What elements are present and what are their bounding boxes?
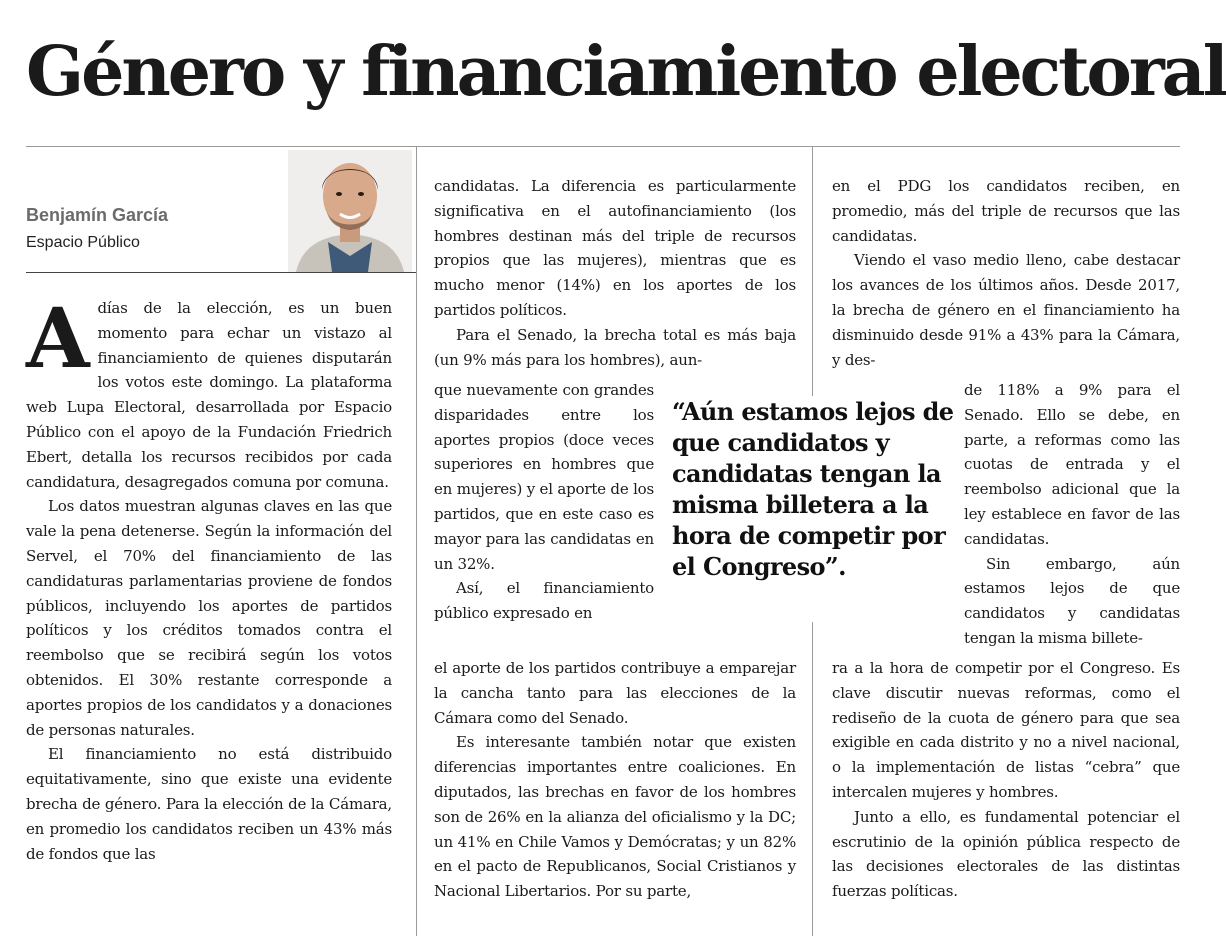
paragraph: El financiamiento no está distribuido equitativamente, sino que existe una evidente brecha de género. Para la elección de la Cámara, en promedio los candidatos reciben un 43% más de fondos que las <box>26 745 392 863</box>
paragraph: de 118% a 9% para el Senado. Ello se debe, en parte, a reformas como las cuotas de entrada y el reembolso adicional que la ley establece en favor de las candidatas. <box>964 381 1180 548</box>
column-3-top <box>832 174 1180 374</box>
paragraph: candidatas. La diferencia es particularmente significativa en el autofinanciamiento (los hombres destinan más del triple de recursos propios que las mujeres), mientras que es mucho menor (14%) en los aportes de los partidos políticos. <box>434 177 796 319</box>
paragraph: Para el Senado, la brecha total es más baja (un 9% más para los hombres), aun- <box>434 325 796 369</box>
paragraph: que nuevamente con grandes disparidades entre los aportes propios (doce veces superiores en hombres que en mujeres) y el aporte de los partidos, que en este caso es mayor para las candidatas en un 32%. <box>434 381 654 573</box>
paragraph: Sin embargo, aún estamos lejos de que candidatos y candidatas tengan la misma billete- <box>964 554 1180 647</box>
author-affiliation: Espacio Público <box>26 234 140 251</box>
paragraph: Junto a ello, es fundamental potenciar el escrutinio de la opinión pública respecto de las decisiones electorales de las distintas fuerzas políticas. <box>832 807 1180 901</box>
column-2-bottom <box>434 656 796 936</box>
column-2-top <box>434 174 796 374</box>
paragraph: Los datos muestran algunas claves en las que vale la pena detenerse. Según la información del Servel, el 70% del financiamiento de las candidaturas parlamentarias proviene de fondos públicos, incluyendo los aportes de partidos políticos y los créditos tomados contra el reembolso que se recibirá según los votos obtenidos. El 30% restante corresponde a aportes propios de los candidatos y a donaciones de personas naturales. <box>26 497 392 739</box>
headline: Género y financiamiento electoral <box>26 32 1226 112</box>
paragraph: Así, el financiamiento público expresado en <box>434 579 654 623</box>
byline <box>26 205 168 252</box>
column-1 <box>26 291 392 936</box>
pull-quote-text: “Aún estamos lejos de que candidatos y candidatas tengan la misma billetera a la hora de competir por el Congreso”. <box>672 397 954 581</box>
top-rule <box>26 146 1180 147</box>
byline-rule <box>26 272 416 273</box>
pull-quote <box>672 396 960 622</box>
paragraph: el aporte de los partidos contribuye a emparejar la cancha tanto para las elecciones de la Cámara como del Senado. <box>434 659 796 727</box>
column-3-wrap <box>964 378 1180 654</box>
column-2-wrap <box>434 378 654 623</box>
paragraph: en el PDG los candidatos reciben, en promedio, más del triple de recursos que las candidatas. <box>832 177 1180 245</box>
paragraph: Adías de la elección, es un buen momento para echar un vistazo al financiamiento de quienes disputarán los votos este domingo. La plataforma web Lupa Electoral, desarrollada por Espacio Público con el apoyo de la Fundación Friedrich Ebert, detalla los recursos recibidos por cada candidatura, desagregados comuna por comuna. <box>26 291 392 491</box>
author-photo <box>288 150 412 272</box>
paragraph: Es interesante también notar que existen diferencias importantes entre coaliciones. En diputados, las brechas en favor de los hombres son de 26% en la alianza del oficialismo y la DC; un 41% en Chile Vamos y Demócratas; y un 82% en el pacto de Republicanos, Social Cristianos y Nacional Libertarios. Por su parte, <box>434 733 796 901</box>
paragraph: Viendo el vaso medio lleno, cabe destacar los avances de los últimos años. Desde 2017, la brecha de género en el financiamiento ha disminuido desde 91% a 43% para la Cámara, y des- <box>832 251 1180 369</box>
author-name: Benjamín García <box>26 205 169 225</box>
paragraph: ra a la hora de competir por el Congreso. Es clave discutir nuevas reformas, como el rediseño de la cuota de género para que sea exigible en cada distrito y no a nivel nacional, o la implementación de listas “cebra” que intercalen mujeres y hombres. <box>832 659 1180 801</box>
drop-cap: A <box>26 291 90 387</box>
author-portrait-illustration <box>288 150 412 272</box>
column-3-bottom <box>832 656 1180 936</box>
column-divider-1 <box>416 146 417 936</box>
